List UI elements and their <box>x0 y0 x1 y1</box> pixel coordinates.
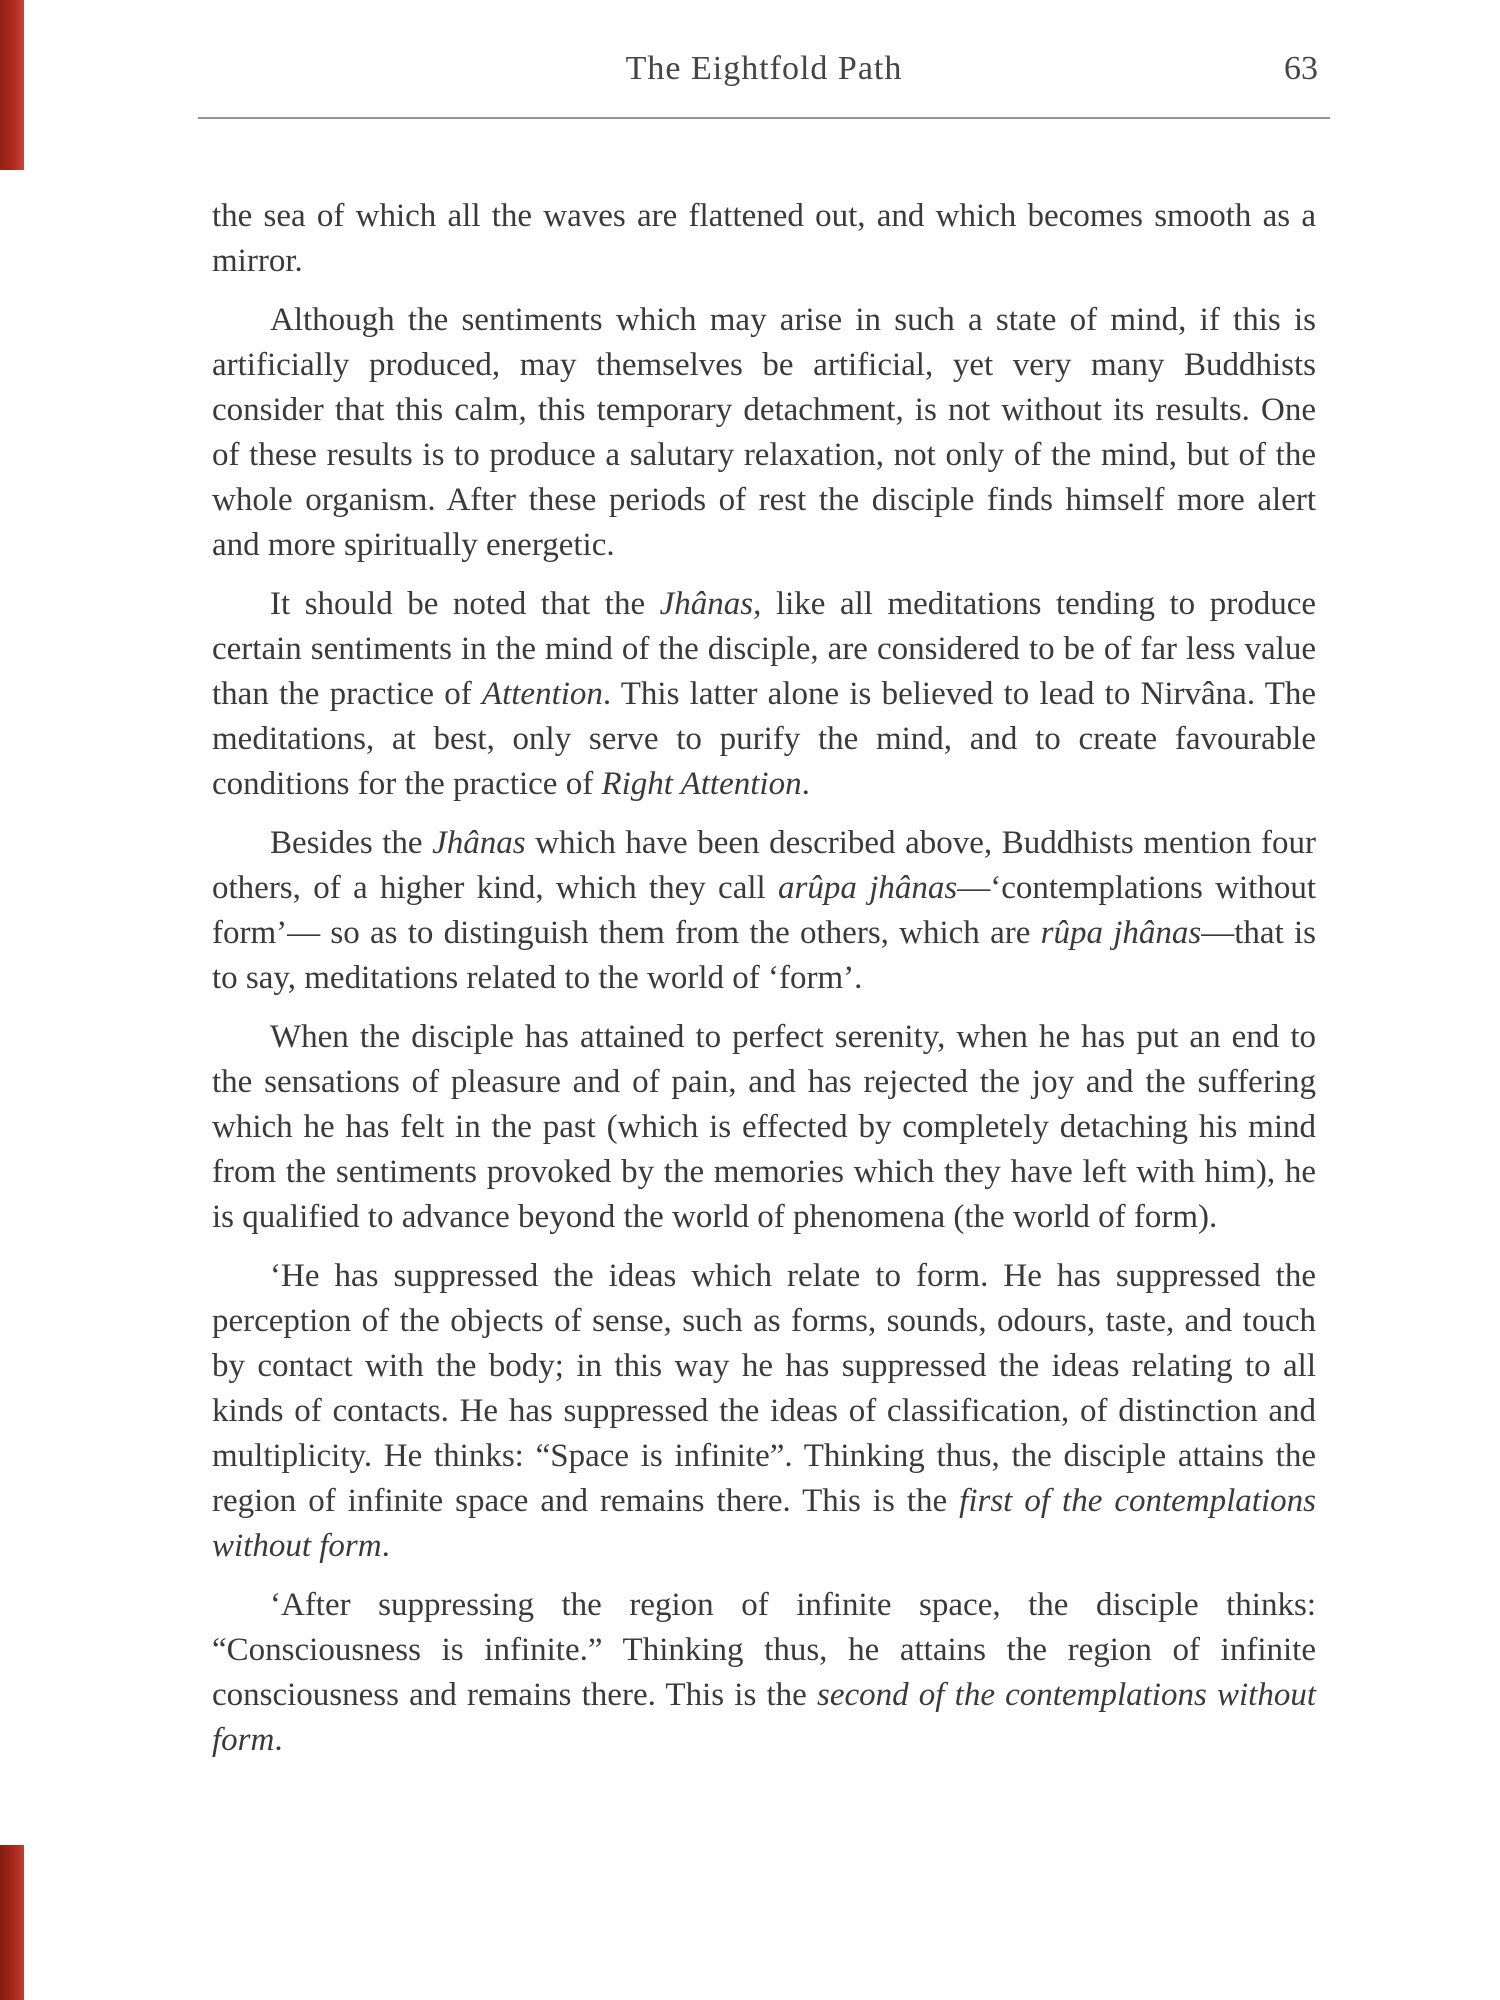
header-rule <box>198 117 1330 119</box>
text-run: Although the sentiments which may arise in such a state of mind, if this is artificially produced, may themselves be artificial, yet very many Buddhists consider that this calm, this temporary detachment, is not without its results. One of these results is to produce a salutary relaxation, not only of the mind, but of the whole organism. After these periods of rest the disciple finds himself more alert and more spiritually energetic. <box>212 302 1316 563</box>
text-run: Besides the <box>270 825 433 861</box>
paragraph <box>212 194 1316 284</box>
text-run: which have been described above, Buddhists mention four others, of a higher kind, which they call <box>212 825 1316 906</box>
paragraph <box>212 298 1316 568</box>
text-run: the sea of which all the waves are flattened out, and which becomes smooth as a mirror. <box>212 198 1316 279</box>
paragraph <box>212 582 1316 807</box>
italic-text-run: rûpa jhânas <box>1040 915 1202 951</box>
paragraph <box>212 821 1316 1001</box>
page-body <box>212 152 1316 1763</box>
italic-text-run: Right Attention <box>601 766 802 802</box>
paragraph <box>212 1254 1316 1569</box>
text-run: . <box>274 1722 283 1758</box>
page-number: 63 <box>1284 50 1318 87</box>
book-cover-edge-bottom <box>0 1845 24 2000</box>
text-run: . <box>801 766 810 802</box>
italic-text-run: Jhânas <box>659 586 754 622</box>
paragraph <box>212 1583 1316 1763</box>
page-header <box>210 50 1318 100</box>
text-run: —that is to say, meditations related to the world of ‘form’. <box>212 915 1317 996</box>
italic-text-run: Attention <box>481 676 603 712</box>
text-run: When the disciple has attained to perfect serenity, when he has put an end to the sensations of pleasure and of pain, and has rejected the joy and the suffering which he has felt in the past (which is effected by completely detaching his mind from the sentiments provoked by the memories which they have left with him), he is qualified to advance beyond the world of phenomena (the world of form). <box>212 1019 1316 1235</box>
text-run: . <box>381 1528 390 1564</box>
text-run: , like all meditations tending to produce certain sentiments in the mind of the disciple, are considered to be of far less value than the practice of <box>212 586 1316 712</box>
text-run: ‘After suppressing the region of infinite space, the disciple thinks: “Consciousness is infinite.” Thinking thus, he attains the region of infinite consciousness and remains there. This is the <box>212 1587 1316 1713</box>
text-run: . This latter alone is believed to lead to Nirvâna. The meditations, at best, only serve to purify the mind, and to create favourable conditions for the practice of <box>212 676 1316 802</box>
italic-text-run: first of the contemplations without form <box>212 1483 1316 1564</box>
italic-text-run: arûpa jhânas <box>778 870 958 906</box>
paragraph <box>212 1015 1316 1240</box>
text-run: It should be noted that the <box>270 586 660 622</box>
book-cover-edge-top <box>0 0 24 170</box>
running-title: The Eightfold Path <box>625 50 903 87</box>
text-run: —‘contemplations without form’— so as to distinguish them from the others, which are <box>212 870 1316 951</box>
italic-text-run: second of the contemplations without form <box>212 1677 1316 1758</box>
text-run: ‘He has suppressed the ideas which relate to form. He has suppressed the perception of the objects of sense, such as forms, sounds, odours, taste, and touch by contact with the body; in this way he has suppressed the ideas relating to all kinds of contacts. He has suppressed the ideas of classification, of distinction and multiplicity. He thinks: “Space is infinite”. Thinking thus, the disciple attains the region of infinite space and remains there. This is the <box>212 1258 1316 1519</box>
italic-text-run: Jhânas <box>432 825 526 861</box>
